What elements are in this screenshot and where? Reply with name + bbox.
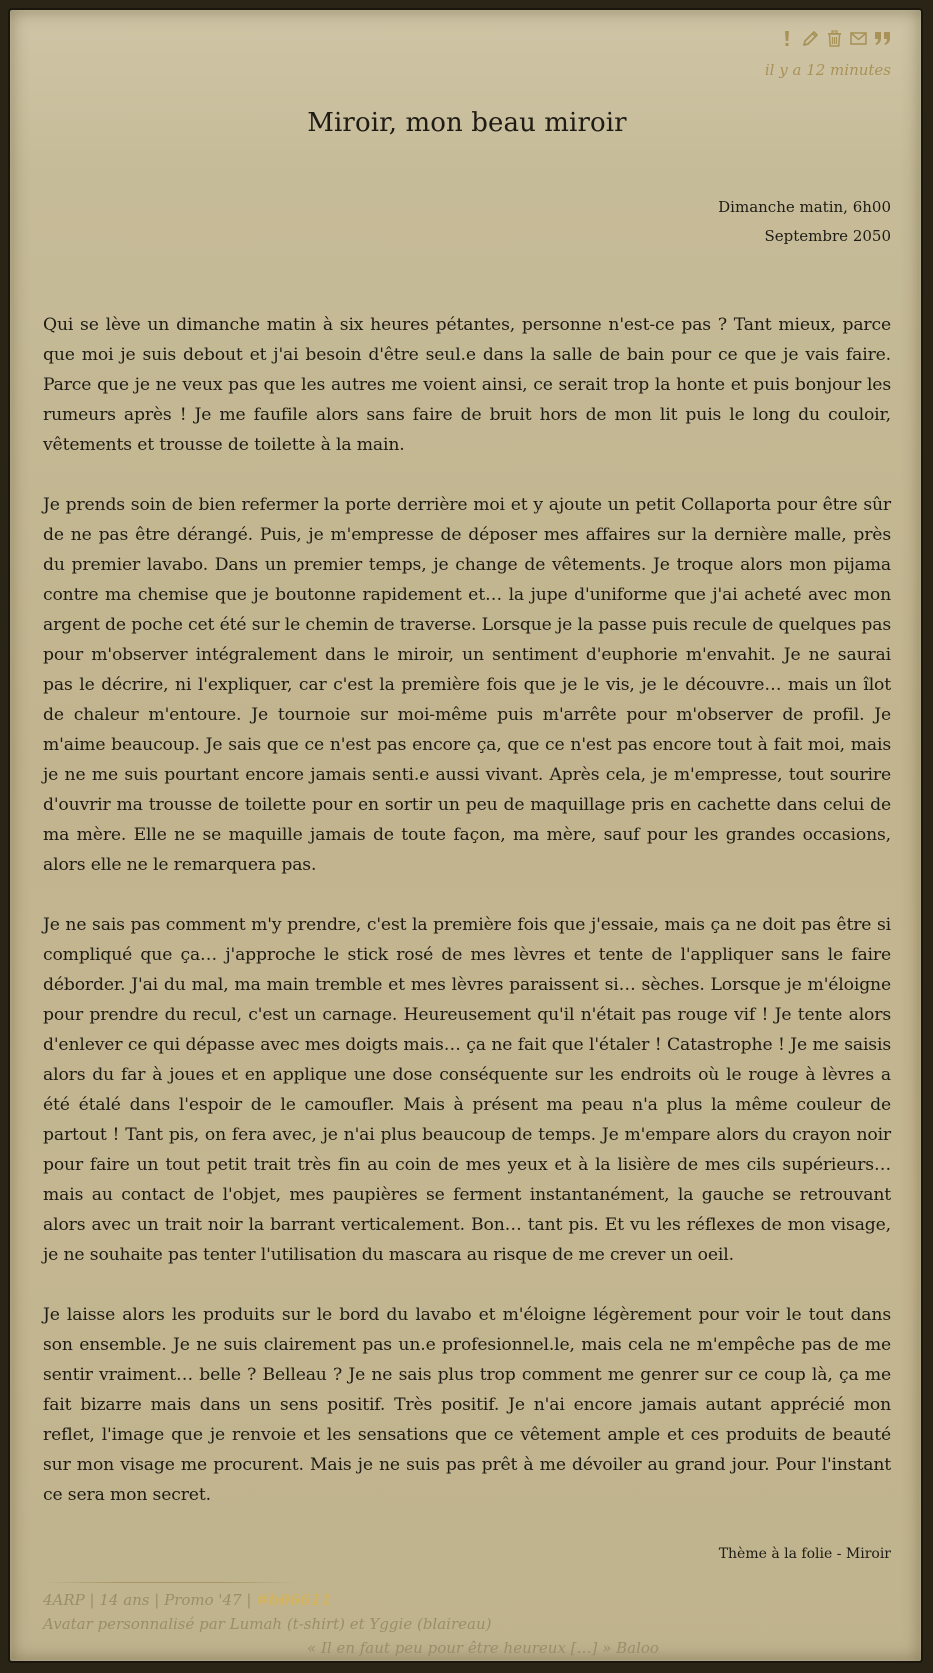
post-timestamp: il y a 12 minutes [764, 61, 891, 79]
theme-note: Thème à la folie - Miroir [718, 1546, 891, 1562]
message-icon[interactable] [850, 30, 867, 47]
paragraph: Qui se lève un dimanche matin à six heures pétantes, personne n'est-ce pas ? Tant mieux, parce que moi je suis debout et j'ai besoin d'être seul.e dans la salle de bain pour ce que je vais faire. Parce que je ne veux pas que les autres me voient ainsi, ce serait trop la honte et puis bonjour les rumeurs après ! Je me faufile alors sans faire de bruit hors de mon lit puis le long du couloir, vêtements et trousse de toilette à la main. [43, 315, 891, 455]
signature-avatar-credit: Avatar personnalisé par Lumah (t-shirt) et Yggie (blaireau) [43, 1615, 492, 1633]
paragraph: Je ne sais pas comment m'y prendre, c'est la première fois que j'essaie, mais ça ne doit pas être si compliqué que ça… j'approche le stick rosé de mes lèvres et tente de l'appliquer sans le faire déborder. J'ai du mal, ma main tremble et mes lèvres paraissent si… sèches. Lorsque je m'éloigne pour prendre du recul, c'est un carnage. Heureusement qu'il n'était pas rouge vif ! Je tente alors d'enlever ce qui dépasse avec mes doigts mais… ça ne fait que l'étaler ! Catastrophe ! Je me saisis alors du far à joues et en applique une dose conséquente sur les endroits où le rouge à lèvres a été étalé dans l'espoir de le camoufler. Mais à présent ma peau n'a plus la même couleur de partout ! Tant pis, on fera avec, je n'ai plus beaucoup de temps. Je m'empare alors du crayon noir pour faire un tout petit trait très fin au coin de mes yeux et à la lisière de mes cils supérieurs… mais au contact de l'objet, mes paupières se ferment instantanément, la gauche se retrouvant alors avec un trait noir la barrant verticalement. Bon… tant pis. Et vu les réflexes de mon visage, je ne souhaite pas tenter l'utilisation du mascara au risque de me crever un oeil. [43, 915, 891, 1265]
post-title: Miroir, mon beau miroir [307, 108, 627, 138]
post-toolbar [778, 30, 891, 47]
signature [43, 1588, 891, 1657]
report-icon[interactable] [778, 30, 795, 47]
paragraph: Je prends soin de bien refermer la porte derrière moi et y ajoute un petit Collaporta pour être sûr de ne pas être dérangé. Puis, je m'empresse de déposer mes affaires sur la dernière malle, près du premier lavabo. Dans un premier temps, je change de vêtements. Je troque alors mon pijama contre ma chemise que je boutonne rapidement et… la jupe d'uniforme que j'ai acheté avec mon argent de poche cet été sur le chemin de traverse. Lorsque je la passe puis recule de quelques pas pour m'observer intégralement dans le miroir, un sentiment d'euphorie m'envahit. Je ne saurai pas le décrire, ni l'expliquer, car c'est la première fois que je le vis, je le découvre… mais un îlot de chaleur m'entoure. Je tournoie sur moi-même puis m'arrête pour m'observer de profil. Je m'aime beaucoup. Je sais que ce n'est pas encore ça, que ce n'est pas encore tout à fait moi, mais je ne me suis pourtant encore jamais senti.e aussi vivant. Après cela, je m'empresse, tout sourire d'ouvrir ma trousse de toilette pour en sortir un peu de maquillage pris en cachette dans celui de ma mère. Elle ne se maquille jamais de toute façon, ma mère, sauf pour les grandes occasions, alors elle ne le remarquera pas. [43, 495, 891, 875]
quote-icon[interactable] [874, 30, 891, 47]
post-dateline [718, 193, 891, 251]
signature-info [43, 1588, 891, 1612]
paragraph: Je laisse alors les produits sur le bord du lavabo et m'éloigne légèrement pour voir le tout dans son ensemble. Je ne suis clairement pas un.e profesionnel.le, mais cela ne m'empêche pas de me sentir vraiment… belle ? Belleau ? Je ne sais plus trop comment me genrer sur ce coup là, ça me fait bizarre mais dans un sens positif. Très positif. Je n'ai encore jamais autant apprécié mon reflet, l'image que je renvoie et les sensations que ce vêtement ample et ces produits de beauté sur mon visage me procurent. Mais je ne suis pas prêt à me dévoiler au grand jour. Pour l'instant ce sera mon secret. [43, 1305, 891, 1505]
signature-divider [43, 1582, 298, 1583]
signature-info-text: 4ARP | 14 ans | Promo '47 | [43, 1591, 257, 1609]
dateline-day: Dimanche matin, 6h00 [718, 198, 891, 216]
dateline-month: Septembre 2050 [764, 227, 891, 245]
post-card [8, 8, 923, 1663]
signature-quote: « Il en faut peu pour être heureux […] » Baloo [307, 1639, 659, 1657]
signature-hex-code: #b06611 [256, 1591, 332, 1609]
post-body [43, 310, 891, 1540]
edit-icon[interactable] [802, 30, 819, 47]
delete-icon[interactable] [826, 30, 843, 47]
